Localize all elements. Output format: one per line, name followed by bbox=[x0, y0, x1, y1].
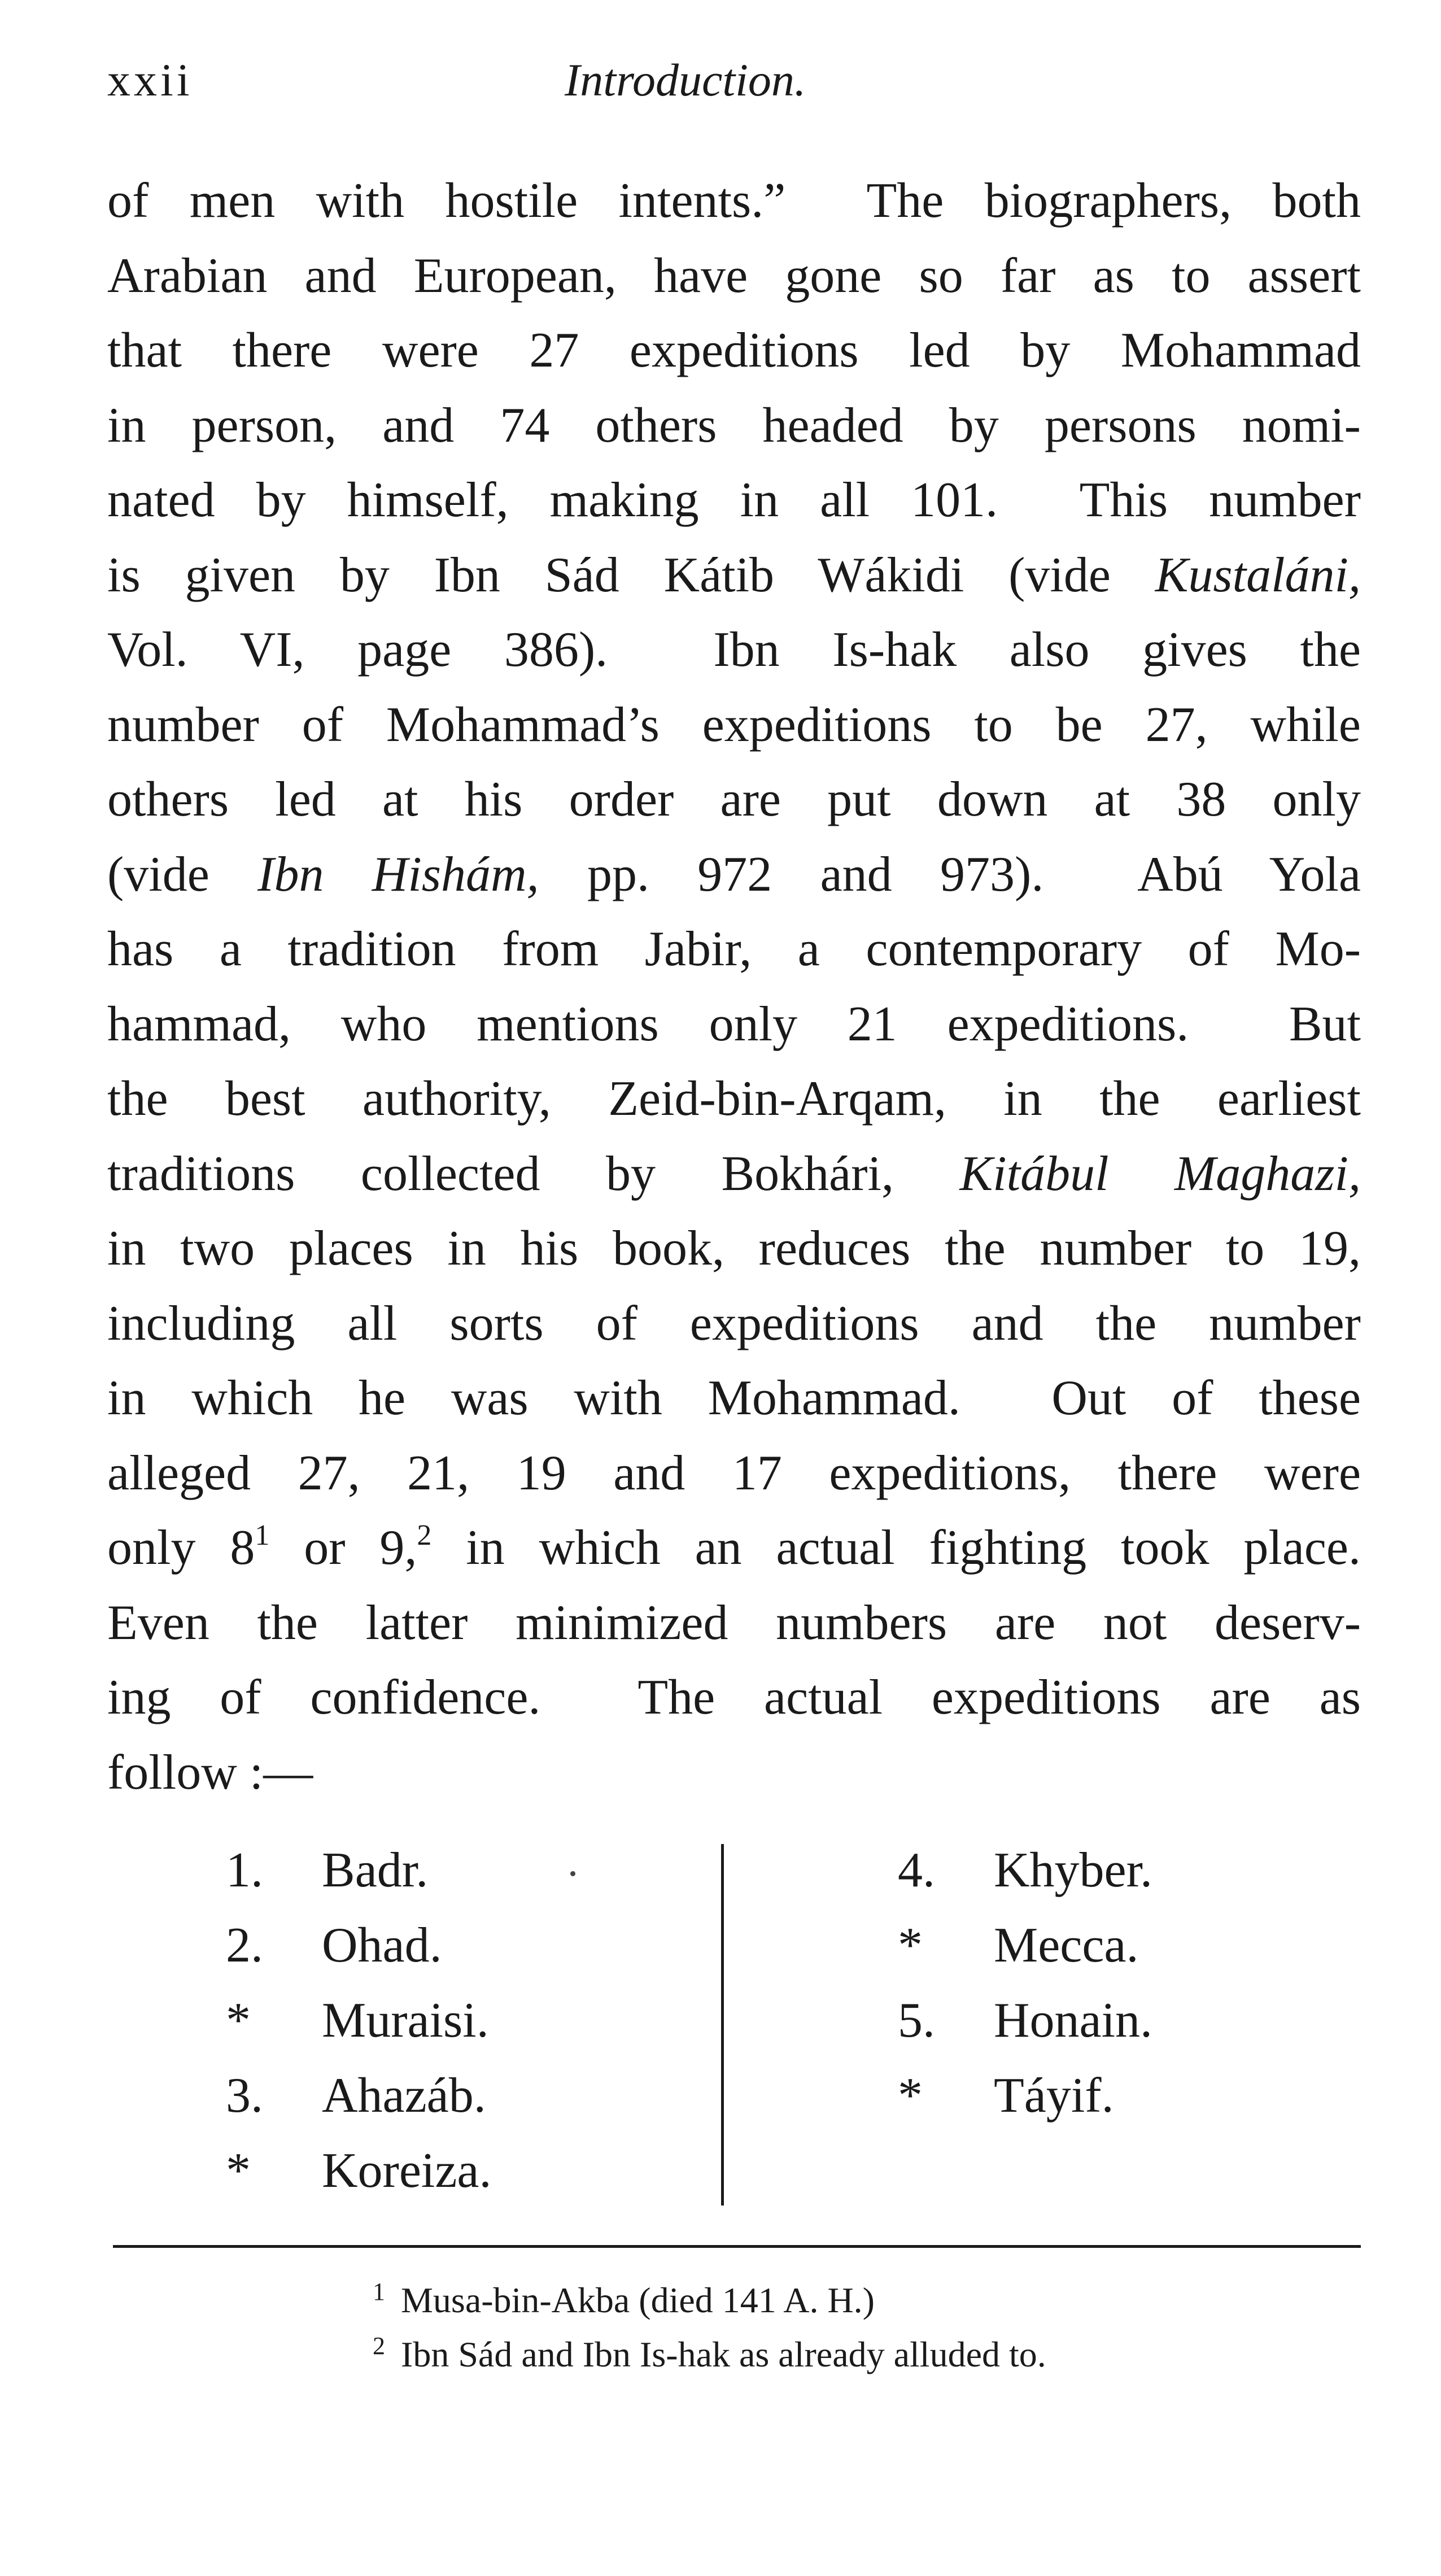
text-line: Vol. VI, page 386). Ibn Is-hak also gives the bbox=[107, 622, 1361, 677]
expedition-column-left bbox=[226, 1833, 491, 2208]
list-item: 3. Ahazáb. bbox=[226, 2068, 486, 2123]
text-line: in which he was with Mohammad. Out of these bbox=[107, 1371, 1361, 1426]
text-line: is given by Ibn Sád Kátib Wákidi (vide Kustaláni, bbox=[107, 547, 1361, 603]
list-item: * Koreiza. bbox=[226, 2143, 492, 2198]
italic-citation: Kustaláni, bbox=[1155, 547, 1361, 603]
expedition-list bbox=[107, 1833, 1361, 2217]
footnote-ref: 2 bbox=[417, 1519, 432, 1551]
text-line: that there were 27 expeditions led by Mohammad bbox=[107, 323, 1361, 378]
running-head bbox=[107, 54, 1361, 116]
list-item: 5. Honain. bbox=[898, 1993, 1153, 2048]
text-line: in person, and 74 others headed by persons nomi- bbox=[107, 398, 1361, 453]
text-line: hammad, who mentions only 21 expeditions. But bbox=[107, 996, 1361, 1052]
footnotes bbox=[373, 2265, 1333, 2373]
text-line: (vide Ibn Hishám, pp. 972 and 973). Abú Yola bbox=[107, 847, 1361, 902]
list-item: 1. Badr. bbox=[226, 1843, 429, 1898]
text-line: including all sorts of expeditions and the number bbox=[107, 1296, 1361, 1351]
text-line: traditions collected by Bokhári, Kitábul Maghazi, bbox=[107, 1146, 1361, 1201]
footnote-ref: 1 bbox=[255, 1519, 270, 1551]
text-line: others led at his order are put down at 38 only bbox=[107, 772, 1361, 827]
text-line: has a tradition from Jabir, a contemporary of Mo- bbox=[107, 922, 1361, 977]
expedition-column-right bbox=[898, 1833, 1152, 2133]
text-line: Even the latter minimized numbers are not deserv- bbox=[107, 1595, 1361, 1650]
italic-citation: Kitábul Maghazi, bbox=[959, 1146, 1361, 1201]
footnote-rule bbox=[113, 2245, 1361, 2248]
column-divider bbox=[721, 1844, 724, 2205]
list-item: 2. Ohad. bbox=[226, 1918, 442, 1973]
print-speck bbox=[570, 1871, 575, 1876]
page-number: xxii bbox=[107, 54, 193, 106]
text-line: nated by himself, making in all 101. This number bbox=[107, 473, 1361, 528]
text-line: Arabian and European, have gone so far as to assert bbox=[107, 248, 1361, 303]
text-line: follow :— bbox=[107, 1745, 313, 1800]
list-item: * Táyif. bbox=[898, 2068, 1114, 2123]
list-item: * Mecca. bbox=[898, 1918, 1139, 1973]
text-line: number of Mohammad’s expeditions to be 27, while bbox=[107, 697, 1361, 752]
text-line: alleged 27, 21, 19 and 17 expeditions, there were bbox=[107, 1445, 1361, 1501]
text-line: the best authority, Zeid-bin-Arqam, in the earliest bbox=[107, 1071, 1361, 1126]
body-paragraph bbox=[107, 164, 1361, 1810]
text-line: of men with hostile intents.” The biographers, both bbox=[107, 173, 1361, 228]
list-item: 4. Khyber. bbox=[898, 1843, 1153, 1898]
footnote: 2 Ibn Sád and Ibn Is-hak as already alluded to. bbox=[373, 2332, 1046, 2374]
running-title: Introduction. bbox=[565, 54, 806, 106]
text-line: ing of confidence. The actual expeditions are as bbox=[107, 1670, 1361, 1725]
text-line: only 8$^1$ or 9,$^2$ in which an actual fighting took place. bbox=[107, 1519, 1361, 1575]
list-item: * Muraisi. bbox=[226, 1993, 489, 2048]
text-line: in two places in his book, reduces the number to 19, bbox=[107, 1221, 1361, 1276]
italic-citation: Ibn Hishám, bbox=[257, 847, 539, 902]
footnote: 1 Musa-bin-Akba (died 141 A. H.) bbox=[373, 2278, 875, 2320]
